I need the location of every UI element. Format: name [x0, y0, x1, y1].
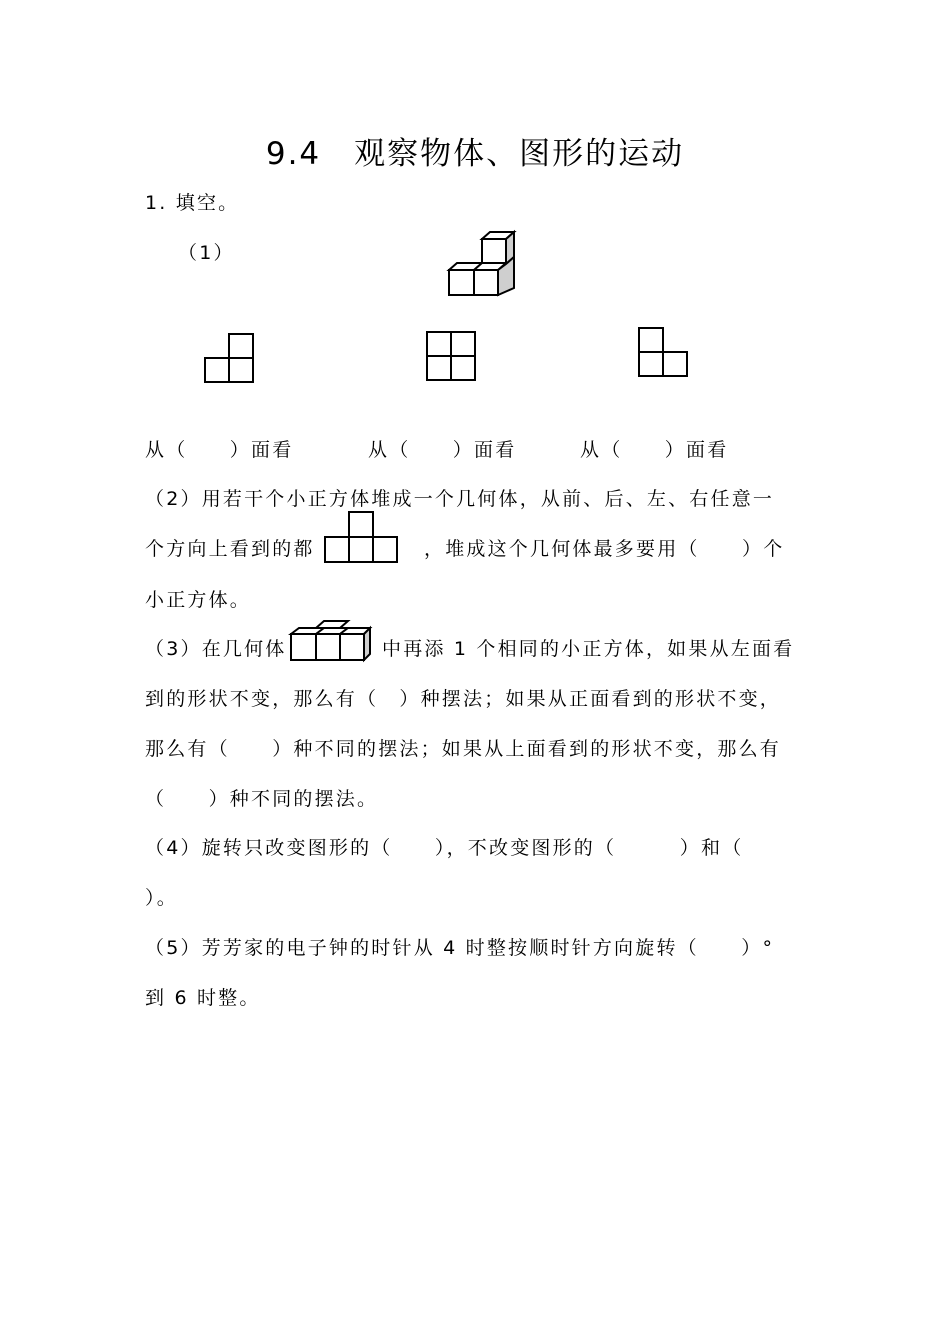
- view2-square: [427, 332, 451, 356]
- q3-cube-front-face: [291, 634, 316, 660]
- view3-square: [639, 328, 663, 352]
- q2-square: [349, 537, 373, 562]
- view2-square: [451, 332, 475, 356]
- top-cube-front-face: [482, 239, 506, 264]
- q2-line2b: ，堆成这个几何体最多要用（ ）个: [424, 538, 785, 560]
- view3-square: [639, 352, 663, 376]
- q5-line2: 到 6 时整。: [145, 987, 261, 1009]
- q3-line2: 到的形状不变，那么有（ ）种摆法；如果从正面看到的形状不变，: [145, 688, 782, 710]
- q3-line3: 那么有（ ）种不同的摆法；如果从上面看到的形状不变，那么有: [145, 738, 782, 760]
- q2-front-view-shape: [324, 511, 402, 565]
- q2-line2a: 个方向上看到的都: [145, 538, 315, 560]
- view-shape-3: [638, 327, 690, 379]
- view-label-1: 从（ ）面看: [145, 439, 294, 461]
- q3-cube-row-figure: [288, 620, 374, 664]
- q4-line2: ）。: [145, 887, 178, 909]
- q4-line1: （4）旋转只改变图形的（ ），不改变图形的（ ）和（: [145, 837, 744, 859]
- page-title: 9.4 观察物体、图形的运动: [265, 136, 685, 172]
- q3-line4: （ ）种不同的摆法。: [145, 788, 379, 810]
- q2-line3: 小正方体。: [145, 589, 252, 611]
- q2-square: [325, 537, 349, 562]
- view1-square: [229, 334, 253, 358]
- view-label-3: 从（ ）面看: [580, 439, 729, 461]
- q2-square: [349, 512, 373, 537]
- view-shape-2: [426, 331, 478, 383]
- right-cube-front-face: [474, 270, 498, 295]
- q3-line1a: （3）在几何体: [145, 638, 287, 660]
- view-label-2: 从（ ）面看: [368, 439, 517, 461]
- q1-label: （1）: [178, 242, 235, 264]
- q3-back-cube-top-face: [316, 621, 348, 628]
- q5-line1: （5）芳芳家的电子钟的时针从 4 时整按顺时针方向旋转（ ）°: [145, 937, 775, 959]
- q3-cube-front-face: [316, 634, 340, 660]
- view2-square: [451, 356, 475, 380]
- view3-square: [663, 352, 687, 376]
- view2-square: [427, 356, 451, 380]
- left-cube-front-face: [449, 270, 474, 295]
- q2-square: [373, 537, 397, 562]
- q3-cube-front-face: [340, 634, 364, 660]
- cube-stack-figure: [446, 229, 518, 299]
- q3-line1b: 中再添 1 个相同的小正方体，如果从左面看: [382, 638, 795, 660]
- section-heading: 1. 填空。: [145, 192, 240, 214]
- view1-square: [229, 358, 253, 382]
- view-shape-1: [204, 333, 256, 385]
- view1-square: [205, 358, 229, 382]
- q2-line1: （2）用若干个小正方体堆成一个几何体，从前、后、左、右任意一: [145, 488, 775, 510]
